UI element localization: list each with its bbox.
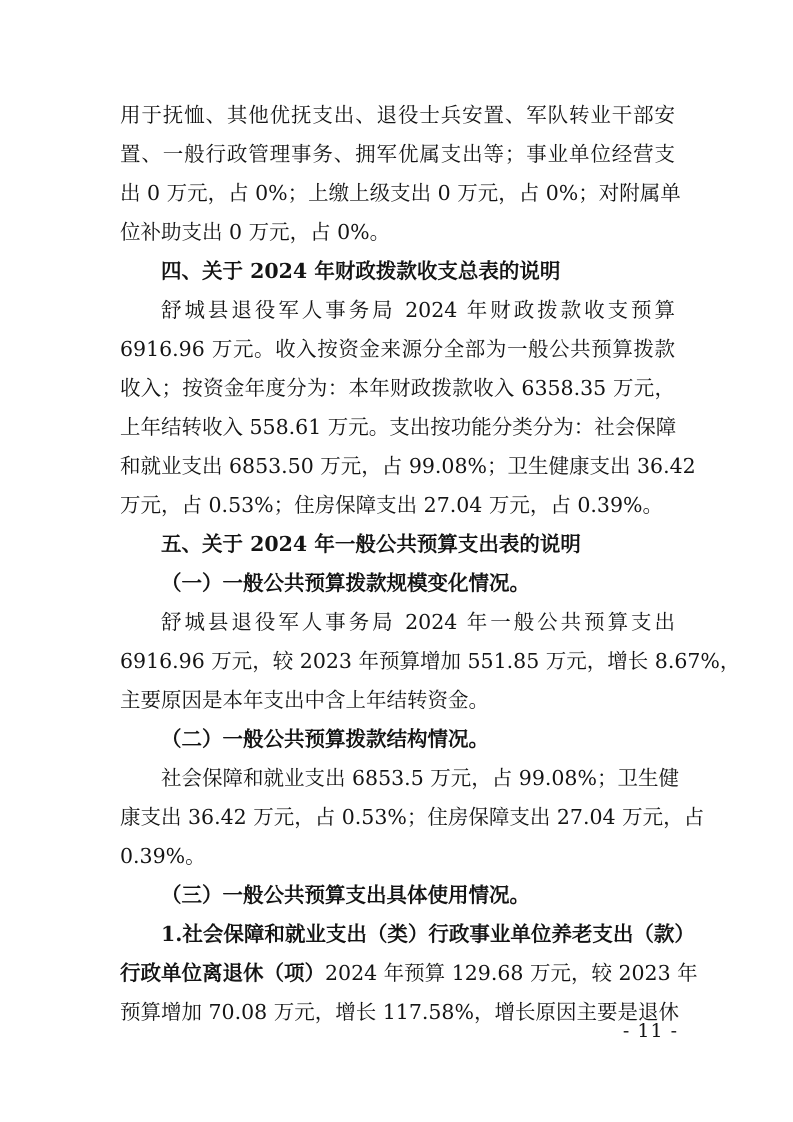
- item-title-bold: 1.社会保障和就业支出（类）行政事业单位养老支出（款）: [161, 922, 695, 946]
- body-line: [120, 955, 698, 991]
- body-line: 0.39%。: [120, 844, 206, 868]
- body-line: 6916.96 万元。收入按资金来源分全部为一般公共预算拨款: [120, 337, 675, 361]
- body-line: 位补助支出 0 万元，占 0%。: [120, 220, 391, 244]
- body-line: 收入；按资金年度分为：本年财政拨款收入 6358.35 万元，: [120, 376, 675, 400]
- section-heading: 五、关于 2024 年一般公共预算支出表的说明: [161, 532, 581, 556]
- section-heading: 四、关于 2024 年财政拨款收支总表的说明: [161, 259, 561, 283]
- item-title-bold: 行政单位离退休（项）: [120, 961, 325, 985]
- body-line: [161, 916, 695, 952]
- body-line: 6916.96 万元，较 2023 年预算增加 551.85 万元，增长 8.67%，: [120, 649, 741, 673]
- body-line: 上年结转收入 558.61 万元。支出按功能分类分为：社会保障: [120, 415, 677, 439]
- subsection-heading: （三）一般公共预算支出具体使用情况。: [161, 883, 530, 907]
- item-text: 预算增加 70.08 万元，增长 117.58%，增长原因主要是退休: [120, 1000, 679, 1024]
- body-line: 出 0 万元，占 0%；上缴上级支出 0 万元，占 0%；对附属单: [120, 181, 681, 205]
- subsection-heading: （二）一般公共预算拨款结构情况。: [161, 727, 489, 751]
- body-line: 置、一般行政管理事务、拥军优属支出等；事业单位经营支: [120, 142, 675, 166]
- body-line: 社会保障和就业支出 6853.5 万元，占 99.08%；卫生健: [161, 766, 679, 790]
- body-line: 主要原因是本年支出中含上年结转资金。: [120, 688, 489, 712]
- body-line: [120, 994, 679, 1030]
- body-line: 万元，占 0.53%；住房保障支出 27.04 万元，占 0.39%。: [120, 493, 663, 517]
- body-line: 舒城县退役军人事务局 2024 年一般公共预算支出: [161, 610, 675, 634]
- body-line: 康支出 36.42 万元，占 0.53%；住房保障支出 27.04 万元，占: [120, 805, 705, 829]
- body-line: 用于抚恤、其他优抚支出、退役士兵安置、军队转业干部安: [120, 103, 675, 127]
- subsection-heading: （一）一般公共预算拨款规模变化情况。: [161, 571, 530, 595]
- body-line: 和就业支出 6853.50 万元，占 99.08%；卫生健康支出 36.42: [120, 454, 696, 478]
- page-number: - 11 -: [622, 1020, 678, 1042]
- body-line: 舒城县退役军人事务局 2024 年财政拨款收支预算: [161, 298, 675, 322]
- item-text: 2024 年预算 129.68 万元，较 2023 年: [325, 961, 698, 985]
